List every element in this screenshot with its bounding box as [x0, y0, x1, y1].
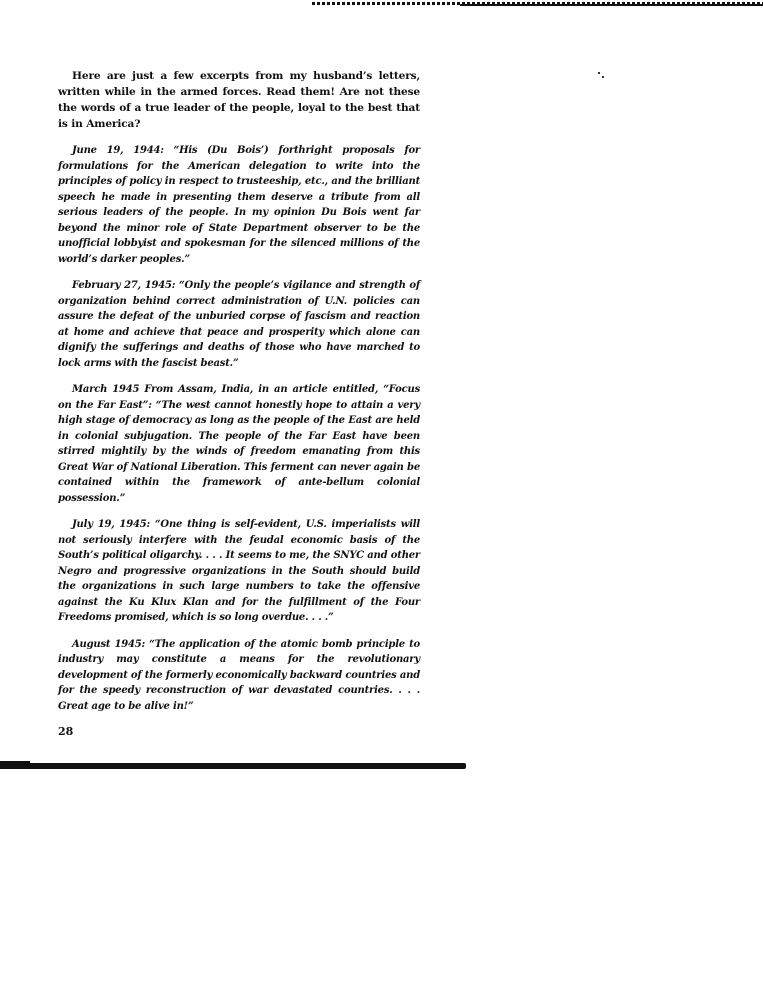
excerpt-text: “The application of the atomic bomb principle to industry may constitute a means for the revolutionary development of the formerly economically backward countries and for the speedy reconstruction of war devastated countries. . . . Great age to be alive in!” [58, 638, 420, 712]
excerpt-date: June 19, 1944: [72, 145, 164, 156]
excerpt-text: “Only the people’s vigilance and strength of organization behind correct administration of U.N. policies can assure the defeat of the unburied corpse of fascism and reaction at home and achieve that peace and prosperity which alone can dignify the sufferings and deaths of those who have marched to lock arms with the fascist beast.” [58, 280, 420, 369]
excerpt-text: “His (Du Bois’) forthright proposals for formulations for the American delegation to write into the principles of policy in respect to trusteeship, etc., and the brilliant speech he made in presenting them deserve a tribute from all serious leaders of the people. In my opinion Du Bois went far beyond the minor role of State Department observer to be the unofficial lobbyist and spokesman for the silenced millions of the world’s darker peoples.” [58, 145, 420, 265]
excerpt-paragraph [58, 143, 420, 267]
bottom-rule [0, 763, 466, 769]
excerpt-paragraph [58, 382, 420, 506]
page-number: 28 [58, 725, 74, 738]
excerpt-date: August 1945: [72, 638, 145, 650]
excerpt-paragraph [58, 637, 420, 715]
excerpt-text: “One thing is self-evident, U.S. imperialists will not seriously interfere with the feudal economic basis of the South’s political oligarchy. . . . It seems to me, the SNYC and other Negro and progressive organizations in the South should build the organizations in such large numbers to take the offensive against the Ku Klux Klan and for the fulfillment of the Four Freedoms promised, which is so long overdue. . . .” [58, 519, 421, 623]
excerpt-paragraph [58, 517, 420, 626]
excerpt-paragraph [58, 278, 420, 371]
excerpt-date: March 1945 [72, 384, 140, 395]
top-edge-rule-solid [460, 4, 763, 6]
scan-speck [598, 72, 600, 74]
excerpt-date: February 27, 1945: [72, 280, 176, 291]
excerpt-date: July 19, 1945: [72, 519, 150, 530]
excerpt-text: From Assam, India, in an article entitled, “Focus on the Far East”: “The west cannot honestly hope to attain a very high stage of democracy as long as the people of the East are held in colonial subjugation. The people of the Far East have been stirred mightily by the winds of freedom emanating from this Great War of National Liberation. This ferment can never again be contained within the framework of ante-bellum colonial possession.” [58, 384, 420, 504]
page-content [58, 68, 420, 739]
intro-paragraph: Here are just a few excerpts from my husband’s letters, written while in the armed forces. Read them! Are not these the words of a true leader of the people, loyal to the best that is in America? [58, 70, 420, 130]
